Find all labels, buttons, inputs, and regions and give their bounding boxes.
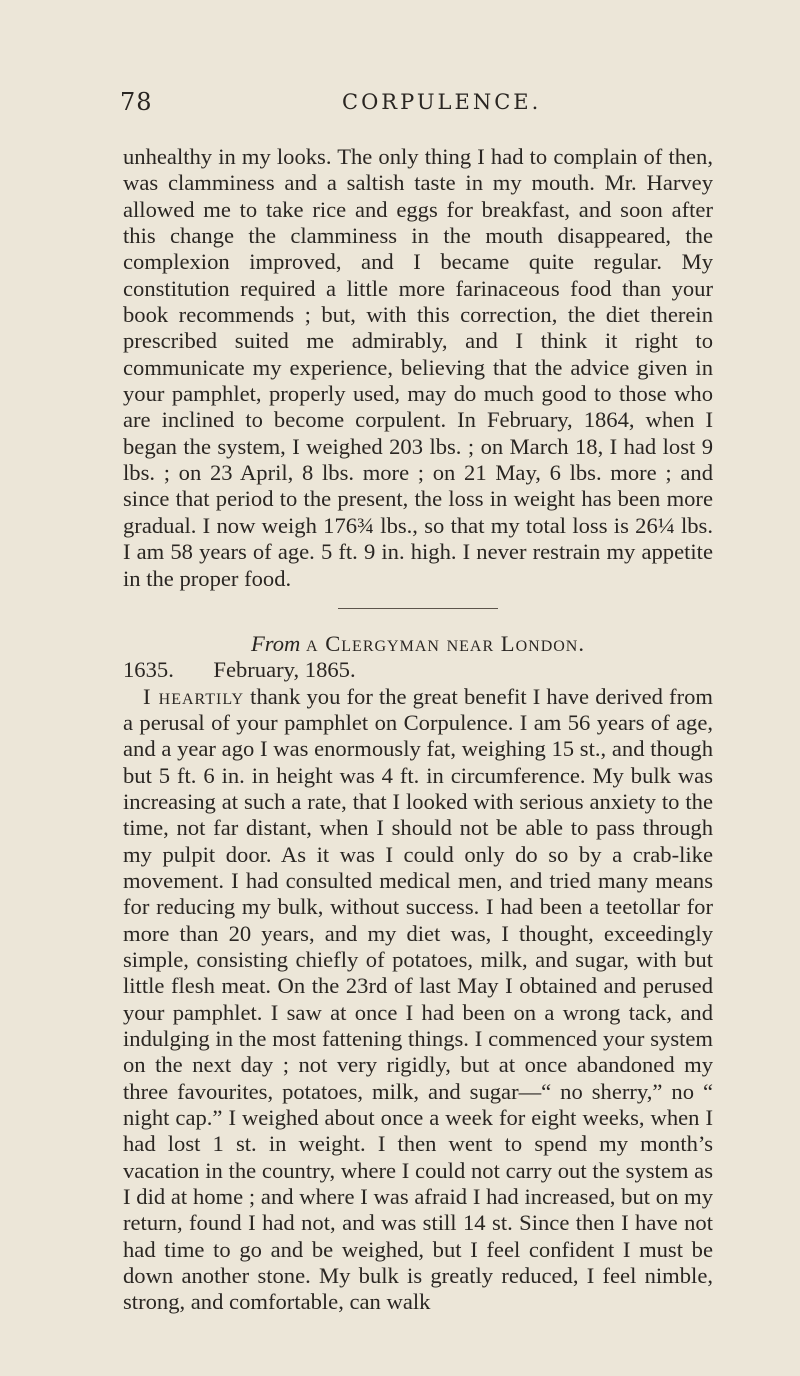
body-text (123, 144, 713, 1316)
letter-number: 1635. (123, 657, 174, 683)
section-divider (338, 608, 498, 609)
letter-heading (123, 631, 713, 657)
page-number: 78 (120, 88, 153, 116)
letter-meta (123, 657, 713, 683)
running-title: CORPULENCE. (342, 90, 542, 114)
letter-body (123, 684, 713, 1316)
letter-body-text: thank you for the great benefit I have derived from a perusal of your pamphlet on Corpulence. I am 56 years of age, and a year ago I was enormously fat, weighing 15 st., and though but 5 ft. 6 in. in height was 4 ft. in circumference. My bulk was increasing at such a rate, that I looked with serious anxiety to the time, not far distant, when I should not be able to pass through my pulpit door. As it was I could only do so by a crab-like movement. I had consulted medical men, and tried many means for reducing my bulk, without success. I had been a teetollar for more than 20 years, and my diet was, I thought, exceedingly simple, consisting chiefly of potatoes, milk, and sugar, with but little flesh meat. On the 23rd of last May I obtained and perused your pamphlet. I saw at once I had been on a wrong tack, and indulging in the most fattening things. I commenced your system on the next day ; not very rigidly, but at once abandoned my three favourites, potatoes, milk, and sugar—“ no sherry,” no “ night cap.” I weighed about once a week for eight weeks, when I had lost 1 st. in weight. I then went to spend my month’s vacation in the country, where I could not carry out the system as I did at home ; and where I was afraid I had increased, but on my return, found I had not, and was still 14 st. Since then I have not had time to go and be weighed, but I feel confident I must be down another stone. My bulk is greatly reduced, I feel nimble, strong, and comfortable, can walk (123, 683, 713, 1315)
letter-lead-words: I heartily (143, 683, 245, 709)
letter-date: February, 1865. (213, 657, 356, 683)
letter-heading-intro: From (250, 630, 301, 656)
running-head (120, 88, 720, 120)
letter-heading-sender: a Clergyman near London. (306, 630, 586, 656)
paragraph-continued: unhealthy in my looks. The only thing I had to complain of then, was clamminess and a saltish taste in my mouth. Mr. Harvey allowed me to take rice and eggs for breakfast, and soon after this change the clamminess in the mouth disappeared, the complexion improved, and I became quite regular. My constitution required a little more farinaceous food than your book recommends ; but, with this correction, the diet therein prescribed suited me admirably, and I think it right to communicate my experience, believing that the advice given in your pamphlet, properly used, may do much good to those who are inclined to become corpulent. In February, 1864, when I began the system, I weighed 203 lbs. ; on March 18, I had lost 9 lbs. ; on 23 April, 8 lbs. more ; on 21 May, 6 lbs. more ; and since that period to the present, the loss in weight has been more gradual. I now weigh 176¾ lbs., so that my total loss is 26¼ lbs. I am 58 years of age. 5 ft. 9 in. high. I never restrain my appetite in the proper food. (123, 144, 713, 591)
